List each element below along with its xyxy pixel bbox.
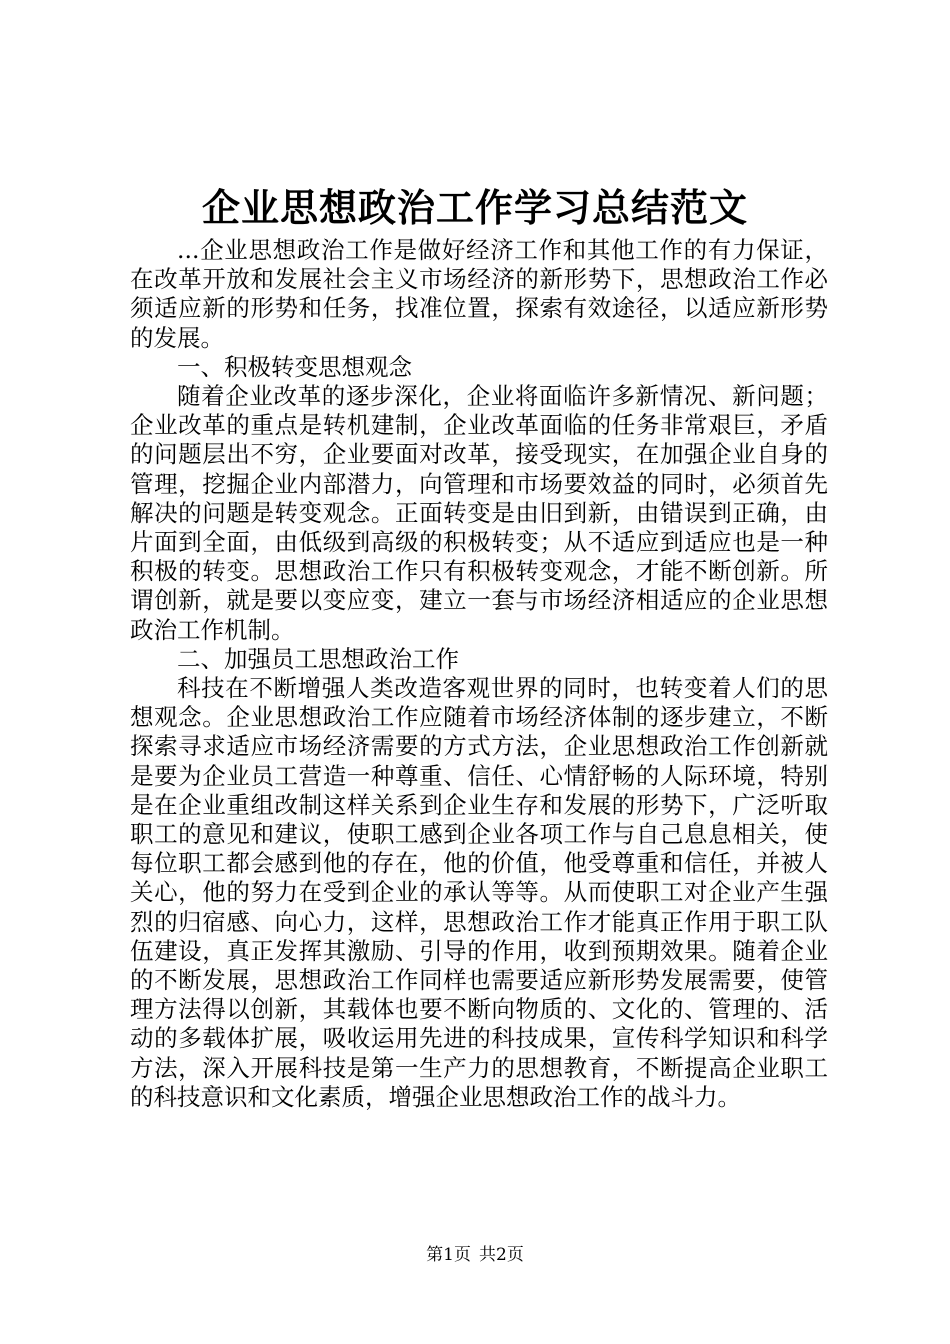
page-footer [0,1244,950,1266]
paragraph-intro: ...企业思想政治工作是做好经济工作和其他工作的有力保证，在改革开放和发展社会主义市场经济的新形势下，思想政治工作必须适应新的形势和任务，找准位置，探索有效途径，以适应新形势的发展。 [130,236,828,352]
section-heading-2: 二、加强员工思想政治工作 [177,644,459,673]
document-title: 企业思想政治工作学习总结范文 [201,185,748,230]
paragraph-section-2: 科技在不断增强人类改造客观世界的同时，也转变着人们的思想观念。企业思想政治工作应随着市场经济体制的逐步建立，不断探索寻求适应市场经济需要的方式方法，企业思想政治工作创新就是要为企业员工营造一种尊重、信任、心情舒畅的人际环境，特别是在企业重组改制这样关系到企业生存和发展的形势下，广泛听取职工的意见和建议，使职工感到企业各项工作与自己息息相关，使每位职工都会感到他的存在，他的价值，他受尊重和信任，并被人关心，他的努力在受到企业的承认等等。从而使职工对企业产生强烈的归宿感、向心力，这样，思想政治工作才能真正作用于职工队伍建设，真正发挥其激励、引导的作用，收到预期效果。随着企业的不断发展，思想政治工作同样也需要适应新形势发展需要，使管理方法得以创新，其载体也要不断向物质的、文化的、管理的、活动的多载体扩展，吸收运用先进的科技成果，宣传科学知识和科学方法，深入开展科技是第一生产力的思想教育，不断提高企业职工的科技意识和文化素质，增强企业思想政治工作的战斗力。 [130,674,828,1111]
page-number: 第1页 [426,1245,471,1265]
document-body [130,236,828,1112]
section-heading-1: 一、积极转变思想观念 [177,352,412,381]
paragraph-section-1: 随着企业改革的逐步深化，企业将面临许多新情况、新问题；企业改革的重点是转机建制，企业改革面临的任务非常艰巨，矛盾的问题层出不穷，企业要面对改革，接受现实，在加强企业自身的管理，挖掘企业内部潜力，向管理和市场要效益的同时，必须首先解决的问题是转变观念。正面转变是由旧到新，由错误到正确，由片面到全面，由低级到高级的积极转变；从不适应到适应也是一种积极的转变。思想政治工作只有积极转变观念，才能不断创新。所谓创新，就是要以变应变，建立一套与市场经济相适应的企业思想政治工作机制。 [130,382,828,644]
page-total: 共2页 [479,1245,524,1265]
